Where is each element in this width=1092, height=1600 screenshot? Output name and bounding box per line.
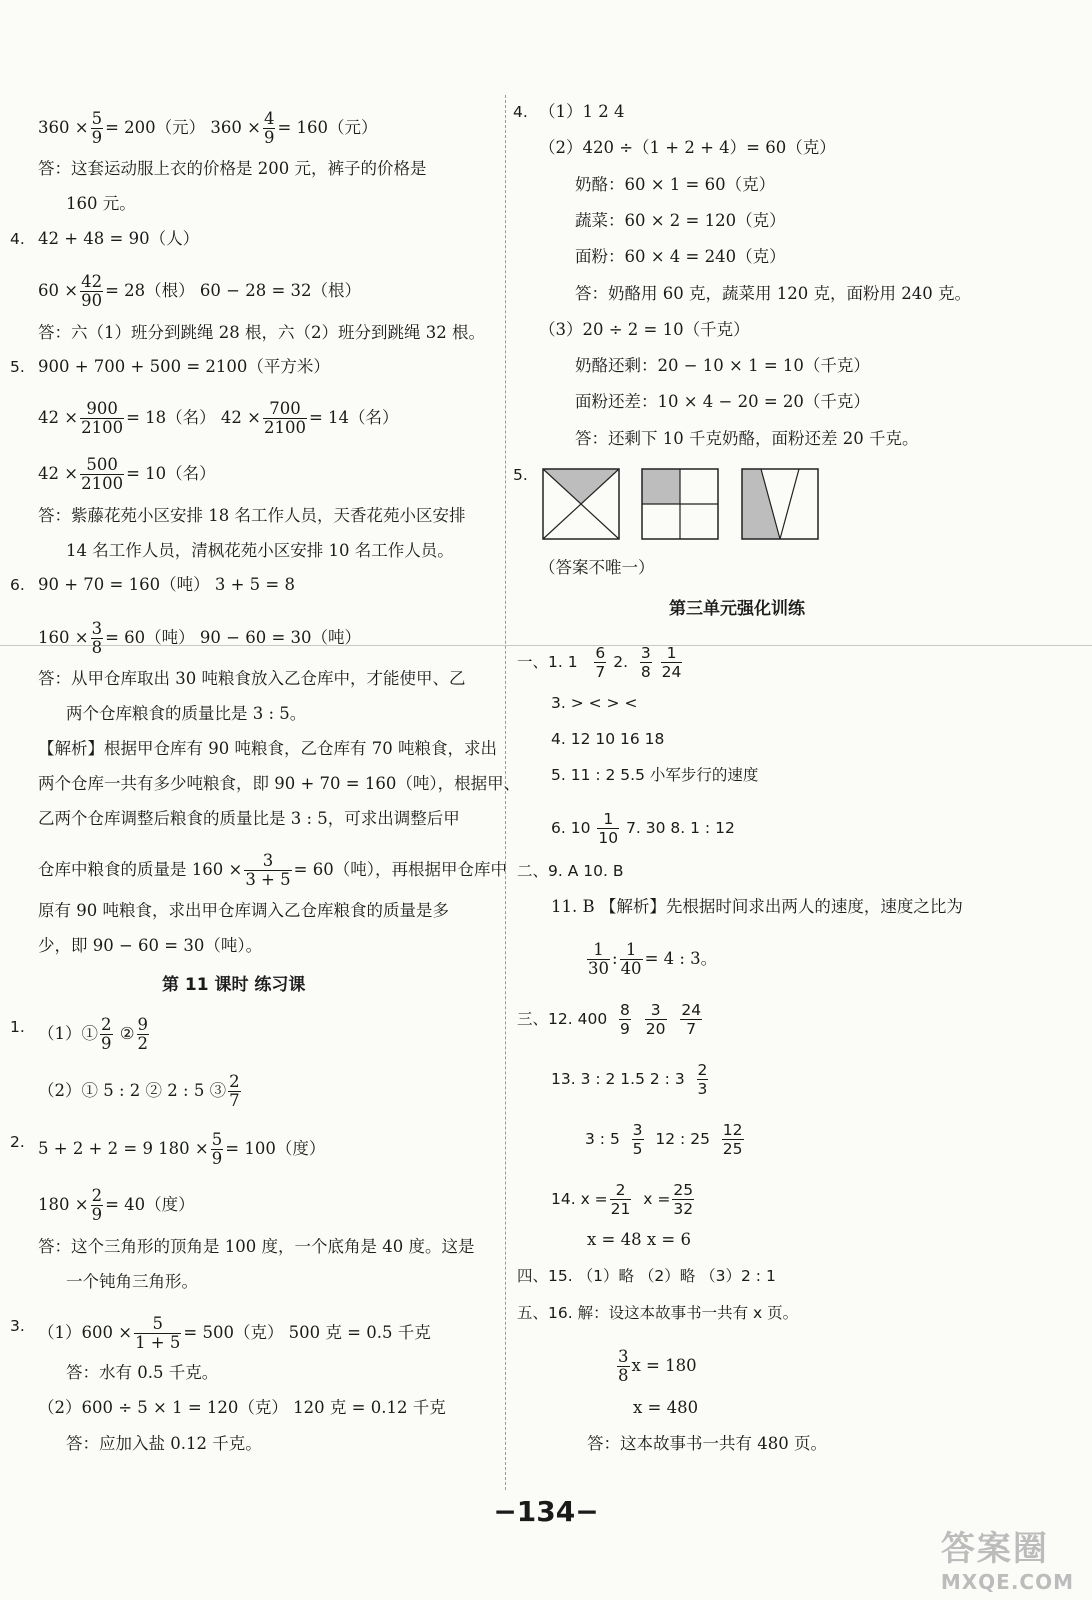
fraction: $\frac{2}{9}$: [91, 1186, 103, 1224]
analysis-line: 仓库中粮食的质量是 160 × $\frac{3}{3 + 5}$ = 60（吨），再根据甲仓库中: [38, 851, 507, 889]
answer-line: 6. 10 $\frac{1}{10}$ 7. 30 8. 1 : 12: [551, 810, 735, 847]
answer-line: 3. > < > <: [551, 694, 638, 712]
question-number: 5.: [10, 358, 25, 376]
calc-line: $\frac{1}{30}$ : $\frac{1}{40}$ = 4 : 3。: [588, 940, 718, 978]
section-heading: 第三单元强化训练: [669, 599, 805, 619]
answer-line: 一个钝角三角形。: [66, 1272, 198, 1291]
calc-line: 面粉：60 × 4 = 240（克）: [575, 247, 786, 266]
fraction: $\frac{2}{3}$: [697, 1061, 708, 1098]
calc-line: 奶酪还剩：20 − 10 × 1 = 10（千克）: [575, 356, 870, 375]
calc-line: x = 480: [633, 1398, 699, 1417]
answer-line: 4. 12 10 16 18: [551, 730, 665, 748]
fraction: $\frac{4}{9}$: [263, 109, 275, 147]
answer-line: 答：六（1）班分到跳绳 28 根，六（2）班分到跳绳 32 根。: [38, 323, 485, 342]
analysis-line: 两个仓库一共有多少吨粮食，即 90 + 70 = 160（吨），根据甲、: [38, 774, 521, 793]
answer-line: 14. x = $\frac{2}{21}$ x = $\frac{25}{32}$: [551, 1181, 694, 1218]
answer-line: x = 48 x = 6: [587, 1230, 691, 1249]
square-figure-3: [741, 468, 819, 540]
fraction: $\frac{3}{20}$: [645, 1001, 666, 1038]
answer-line: 二、9. A 10. B: [517, 862, 624, 880]
fraction: $\frac{3}{8}$: [618, 1347, 629, 1385]
fraction: $\frac{3}{8}$: [640, 644, 651, 681]
fraction: $\frac{900}{2100}$: [81, 399, 124, 437]
calc-line: 60 × $\frac{42}{90}$ = 28（根） 60 − 28 = 32（根）: [38, 272, 362, 310]
fraction: $\frac{1}{30}$: [588, 940, 609, 978]
calc-line: 奶酪：60 × 1 = 60（克）: [575, 175, 776, 194]
calc-line: 42 × $\frac{500}{2100}$ = 10（名）: [38, 455, 216, 493]
fraction: $\frac{5}{9}$: [91, 109, 103, 147]
calc-line: 90 + 70 = 160（吨） 3 + 5 = 8: [38, 575, 295, 594]
fraction: $\frac{500}{2100}$: [81, 455, 124, 493]
section-heading: 第 11 课时 练习课: [162, 975, 306, 995]
page-number: −134−: [493, 1495, 599, 1528]
question-number: 1.: [10, 1018, 25, 1036]
calc-line: 42 + 48 = 90（人）: [38, 229, 200, 248]
square-figure-1: [542, 468, 620, 540]
line-price-calc: 360 × $\frac{5}{9}$ = 200（元） 360 × $\frac{4}{9}$ = 160（元）: [38, 109, 378, 147]
answer-line: 答：这个三角形的顶角是 100 度，一个底角是 40 度。这是: [38, 1237, 475, 1256]
question-number: 5.: [513, 466, 528, 484]
analysis-line: 乙两个仓库调整后粮食的质量比是 3 : 5，可求出调整后甲: [38, 809, 460, 828]
answer-line: 答：紫藤花苑小区安排 18 名工作人员，天香花苑小区安排: [38, 506, 466, 525]
fraction: $\frac{1}{40}$: [620, 940, 642, 978]
calc-line: （1）600 × $\frac{5}{1 + 5}$ = 500（克） 500 克 = 0.5 千克: [38, 1314, 431, 1352]
fraction: $\frac{2}{21}$: [610, 1181, 631, 1218]
question-label: 一、1. 1 $\frac{6}{7}$ 2. $\frac{3}{8}$ $\frac{1}{24}$: [517, 644, 682, 681]
answer-line: 3 : 5 $\frac{3}{5}$ 12 : 25 $\frac{12}{25}$: [585, 1121, 743, 1158]
calc-line: 180 × $\frac{2}{9}$ = 40（度）: [38, 1186, 195, 1224]
fraction: $\frac{2}{9}$: [101, 1015, 112, 1053]
analysis-line: 原有 90 吨粮食，求出甲仓库调入乙仓库粮食的质量是多: [38, 901, 449, 920]
calc-line: （1）① $\frac{2}{9}$ ② $\frac{9}{2}$: [38, 1015, 149, 1053]
answer-line: 答：奶酪用 60 克，蔬菜用 120 克，面粉用 240 克。: [575, 284, 971, 303]
answer-line: 5. 11 : 2 5.5 小军步行的速度: [551, 766, 759, 784]
question-number: 2.: [10, 1133, 25, 1151]
calc-line: $\frac{3}{8}$ x = 180: [618, 1347, 697, 1385]
fraction: $\frac{42}{90}$: [81, 272, 103, 310]
question-number: 3.: [10, 1317, 25, 1335]
watermark-top: 答案圈: [940, 1529, 1049, 1569]
answer-line: 四、15. （1）略 （2）略 （3）2 : 1: [517, 1267, 776, 1285]
calc-line: 蔬菜：60 × 2 = 120（克）: [575, 211, 786, 230]
answer-line: 14 名工作人员，清枫花苑小区安排 10 名工作人员。: [66, 541, 454, 560]
square-figure-2: [641, 468, 719, 540]
answer-line: 答：从甲仓库取出 30 吨粮食放入乙仓库中，才能使甲、乙: [38, 669, 466, 688]
answer-line: 答：水有 0.5 千克。: [66, 1363, 219, 1382]
calc-line: 42 × $\frac{900}{2100}$ = 18（名） 42 × $\frac{700}{2100}$ = 14（名）: [38, 399, 399, 437]
answer-line: 13. 3 : 2 1.5 2 : 3 $\frac{2}{3}$: [551, 1061, 708, 1098]
answer-line: 答：还剩下 10 千克奶酪，面粉还差 20 千克。: [575, 429, 919, 448]
fraction: $\frac{8}{9}$: [620, 1001, 630, 1038]
fraction: $\frac{5}{1 + 5}$: [135, 1314, 181, 1352]
answer-line: 五、16. 解：设这本故事书一共有 x 页。: [517, 1304, 799, 1322]
calc-line: 面粉还差：10 × 4 − 20 = 20（千克）: [575, 392, 870, 411]
fraction: $\frac{5}{9}$: [211, 1130, 223, 1168]
answer-line: 三、12. 400 $\frac{8}{9}$ $\frac{3}{20}$ $\frac{24}{7}$: [517, 1001, 702, 1038]
question-number: 4.: [10, 230, 25, 248]
calc-line: （2）420 ÷（1 + 2 + 4）= 60（克）: [539, 138, 836, 157]
answer-line: 160 元。: [66, 194, 136, 213]
fraction: $\frac{3}{3 + 5}$: [245, 851, 291, 889]
watermark-url: MXQE.COM: [940, 1570, 1074, 1594]
fraction: $\frac{24}{7}$: [681, 1001, 702, 1038]
question-number: 4.: [513, 103, 528, 121]
fraction: $\frac{12}{25}$: [722, 1121, 743, 1158]
fraction: $\frac{2}{7}$: [229, 1072, 240, 1110]
calc-line: （2）600 ÷ 5 × 1 = 120（克） 120 克 = 0.12 千克: [38, 1398, 446, 1417]
calc-line: （3）20 ÷ 2 = 10（千克）: [539, 320, 750, 339]
fraction: $\frac{3}{5}$: [632, 1121, 643, 1158]
answer-line: 两个仓库粮食的质量比是 3 : 5。: [66, 704, 307, 723]
fraction: $\frac{3}{8}$: [91, 619, 103, 657]
fraction: $\frac{1}{24}$: [661, 644, 682, 681]
fraction: $\frac{25}{32}$: [673, 1181, 694, 1218]
calc-line: 5 + 2 + 2 = 9 180 × $\frac{5}{9}$ = 100（度）: [38, 1130, 326, 1168]
answer-line: 答：这套运动服上衣的价格是 200 元，裤子的价格是: [38, 159, 427, 178]
note: （答案不唯一）: [539, 558, 655, 577]
calc-line: （1）1 2 4: [539, 102, 625, 121]
analysis-line: 【解析】根据甲仓库有 90 吨粮食，乙仓库有 70 吨粮食，求出: [38, 739, 497, 758]
watermark: [941, 1521, 1074, 1594]
answer-line: 答：应加入盐 0.12 千克。: [66, 1434, 262, 1453]
fraction: $\frac{6}{7}$: [595, 644, 606, 681]
fraction: $\frac{700}{2100}$: [263, 399, 306, 437]
question-number: 6.: [10, 576, 25, 594]
calc-line: 160 × $\frac{3}{8}$ = 60（吨） 90 − 60 = 30（吨）: [38, 619, 362, 657]
analysis-line: 少，即 90 − 60 = 30（吨）。: [38, 936, 263, 955]
answer-line: 答：这本故事书一共有 480 页。: [587, 1434, 827, 1453]
fraction: $\frac{1}{10}$: [598, 810, 619, 847]
answer-line: 11. B 【解析】先根据时间求出两人的速度，速度之比为: [551, 897, 963, 916]
calc-line: （2）① 5 : 2 ② 2 : 5 ③ $\frac{2}{7}$: [38, 1072, 240, 1110]
fraction: $\frac{9}{2}$: [137, 1015, 149, 1053]
calc-line: 900 + 700 + 500 = 2100（平方米）: [38, 357, 330, 376]
